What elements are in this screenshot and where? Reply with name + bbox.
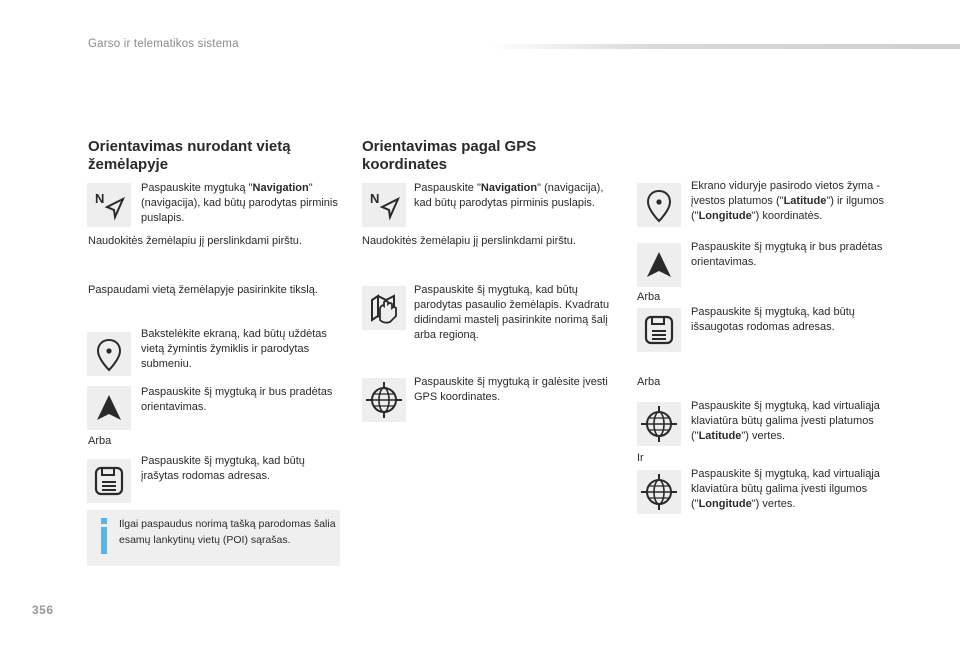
col1-or-label: Arba [88, 435, 112, 447]
col2-step-navigation: Paspauskite "Navigation" (navigacija), kad būtų parodytas pirminis puslapis. [414, 182, 604, 209]
page-number: 356 [32, 603, 54, 617]
col1-step-start: Paspauskite šį mygtuką ir bus pradėtas orientavimas. [141, 386, 333, 413]
svg-text:N: N [370, 191, 380, 206]
col1-step-save: Paspauskite šį mygtuką, kad būtų įrašytas rodomas adresas. [141, 455, 305, 482]
info-note-text: Ilgai paspaudus norimą tašką parodomas šalia esamų lankytinų vietų (POI) sąrašas. [119, 518, 336, 546]
save-icon [87, 459, 131, 503]
col2-swipe-text: Naudokitės žemėlapiu jį perslinkdami pirštu. [362, 235, 576, 247]
info-note [87, 510, 340, 566]
navigation-icon [87, 183, 131, 227]
col1-step-tap: Bakstelėkite ekraną, kad būtų uždėtas vietą žymintis žymiklis ir parodytas submeniu. [141, 328, 327, 370]
col3-step-save: Paspauskite šį mygtuką, kad būtų išsaugotas rodomas adresas. [691, 306, 855, 333]
location-pin-icon [87, 332, 131, 376]
svg-text:N: N [95, 191, 105, 206]
gps-globe-icon [362, 378, 406, 422]
col2-step-world: Paspauskite šį mygtuką, kad būtų parodytas pasaulio žemėlapis. Kvadratu didindami mastelį pasirinkite norimą šalį arba regioną. [414, 284, 610, 341]
col2-heading: Orientavimas pagal GPS koordinates [362, 138, 537, 173]
col3-step-start: Paspauskite šį mygtuką ir bus pradėtas orientavimas. [691, 241, 883, 268]
start-navigation-icon [637, 243, 681, 287]
header-divider [488, 44, 960, 49]
col1-swipe-text: Naudokitės žemėlapiu jį perslinkdami pirštu. [88, 235, 302, 247]
section-title: Garso ir telematikos sistema [88, 38, 239, 50]
latitude-globe-icon [637, 402, 681, 446]
col3-step-longitude: Paspauskite šį mygtuką, kad virtualiąja klaviatūra būtų galima įvesti ilgumos ("Longitude") vertes. [691, 468, 880, 510]
location-pin-icon [637, 183, 681, 227]
col2-step-gps: Paspauskite šį mygtuką ir galėsite įvesti GPS koordinates. [414, 376, 608, 403]
col1-select-text: Paspaudami vietą žemėlapyje pasirinkite tikslą. [88, 284, 318, 296]
world-map-icon [362, 286, 406, 330]
save-icon [637, 308, 681, 352]
longitude-globe-icon [637, 470, 681, 514]
col3-or-label: Arba [637, 291, 661, 303]
navigation-icon [362, 183, 406, 227]
col3-marker-text: Ekrano viduryje pasirodo vietos žyma - įvestos platumos ("Latitude") ir ilgumos ("Longitude") koordinatės. [691, 180, 885, 222]
col1-heading: Orientavimas nurodant vietą žemėlapyje [88, 138, 291, 173]
col3-step-latitude: Paspauskite šį mygtuką, kad virtualiąja klaviatūra būtų galima įvesti platumos ("Latitude") vertes. [691, 400, 880, 442]
start-navigation-icon [87, 386, 131, 430]
col1-step-navigation: Paspauskite mygtuką "Navigation" (navigacija), kad būtų parodytas pirminis puslapis. [141, 182, 338, 224]
info-icon [99, 518, 109, 554]
col3-and-label: Ir [637, 452, 644, 464]
col3-or-label-2: Arba [637, 376, 661, 388]
